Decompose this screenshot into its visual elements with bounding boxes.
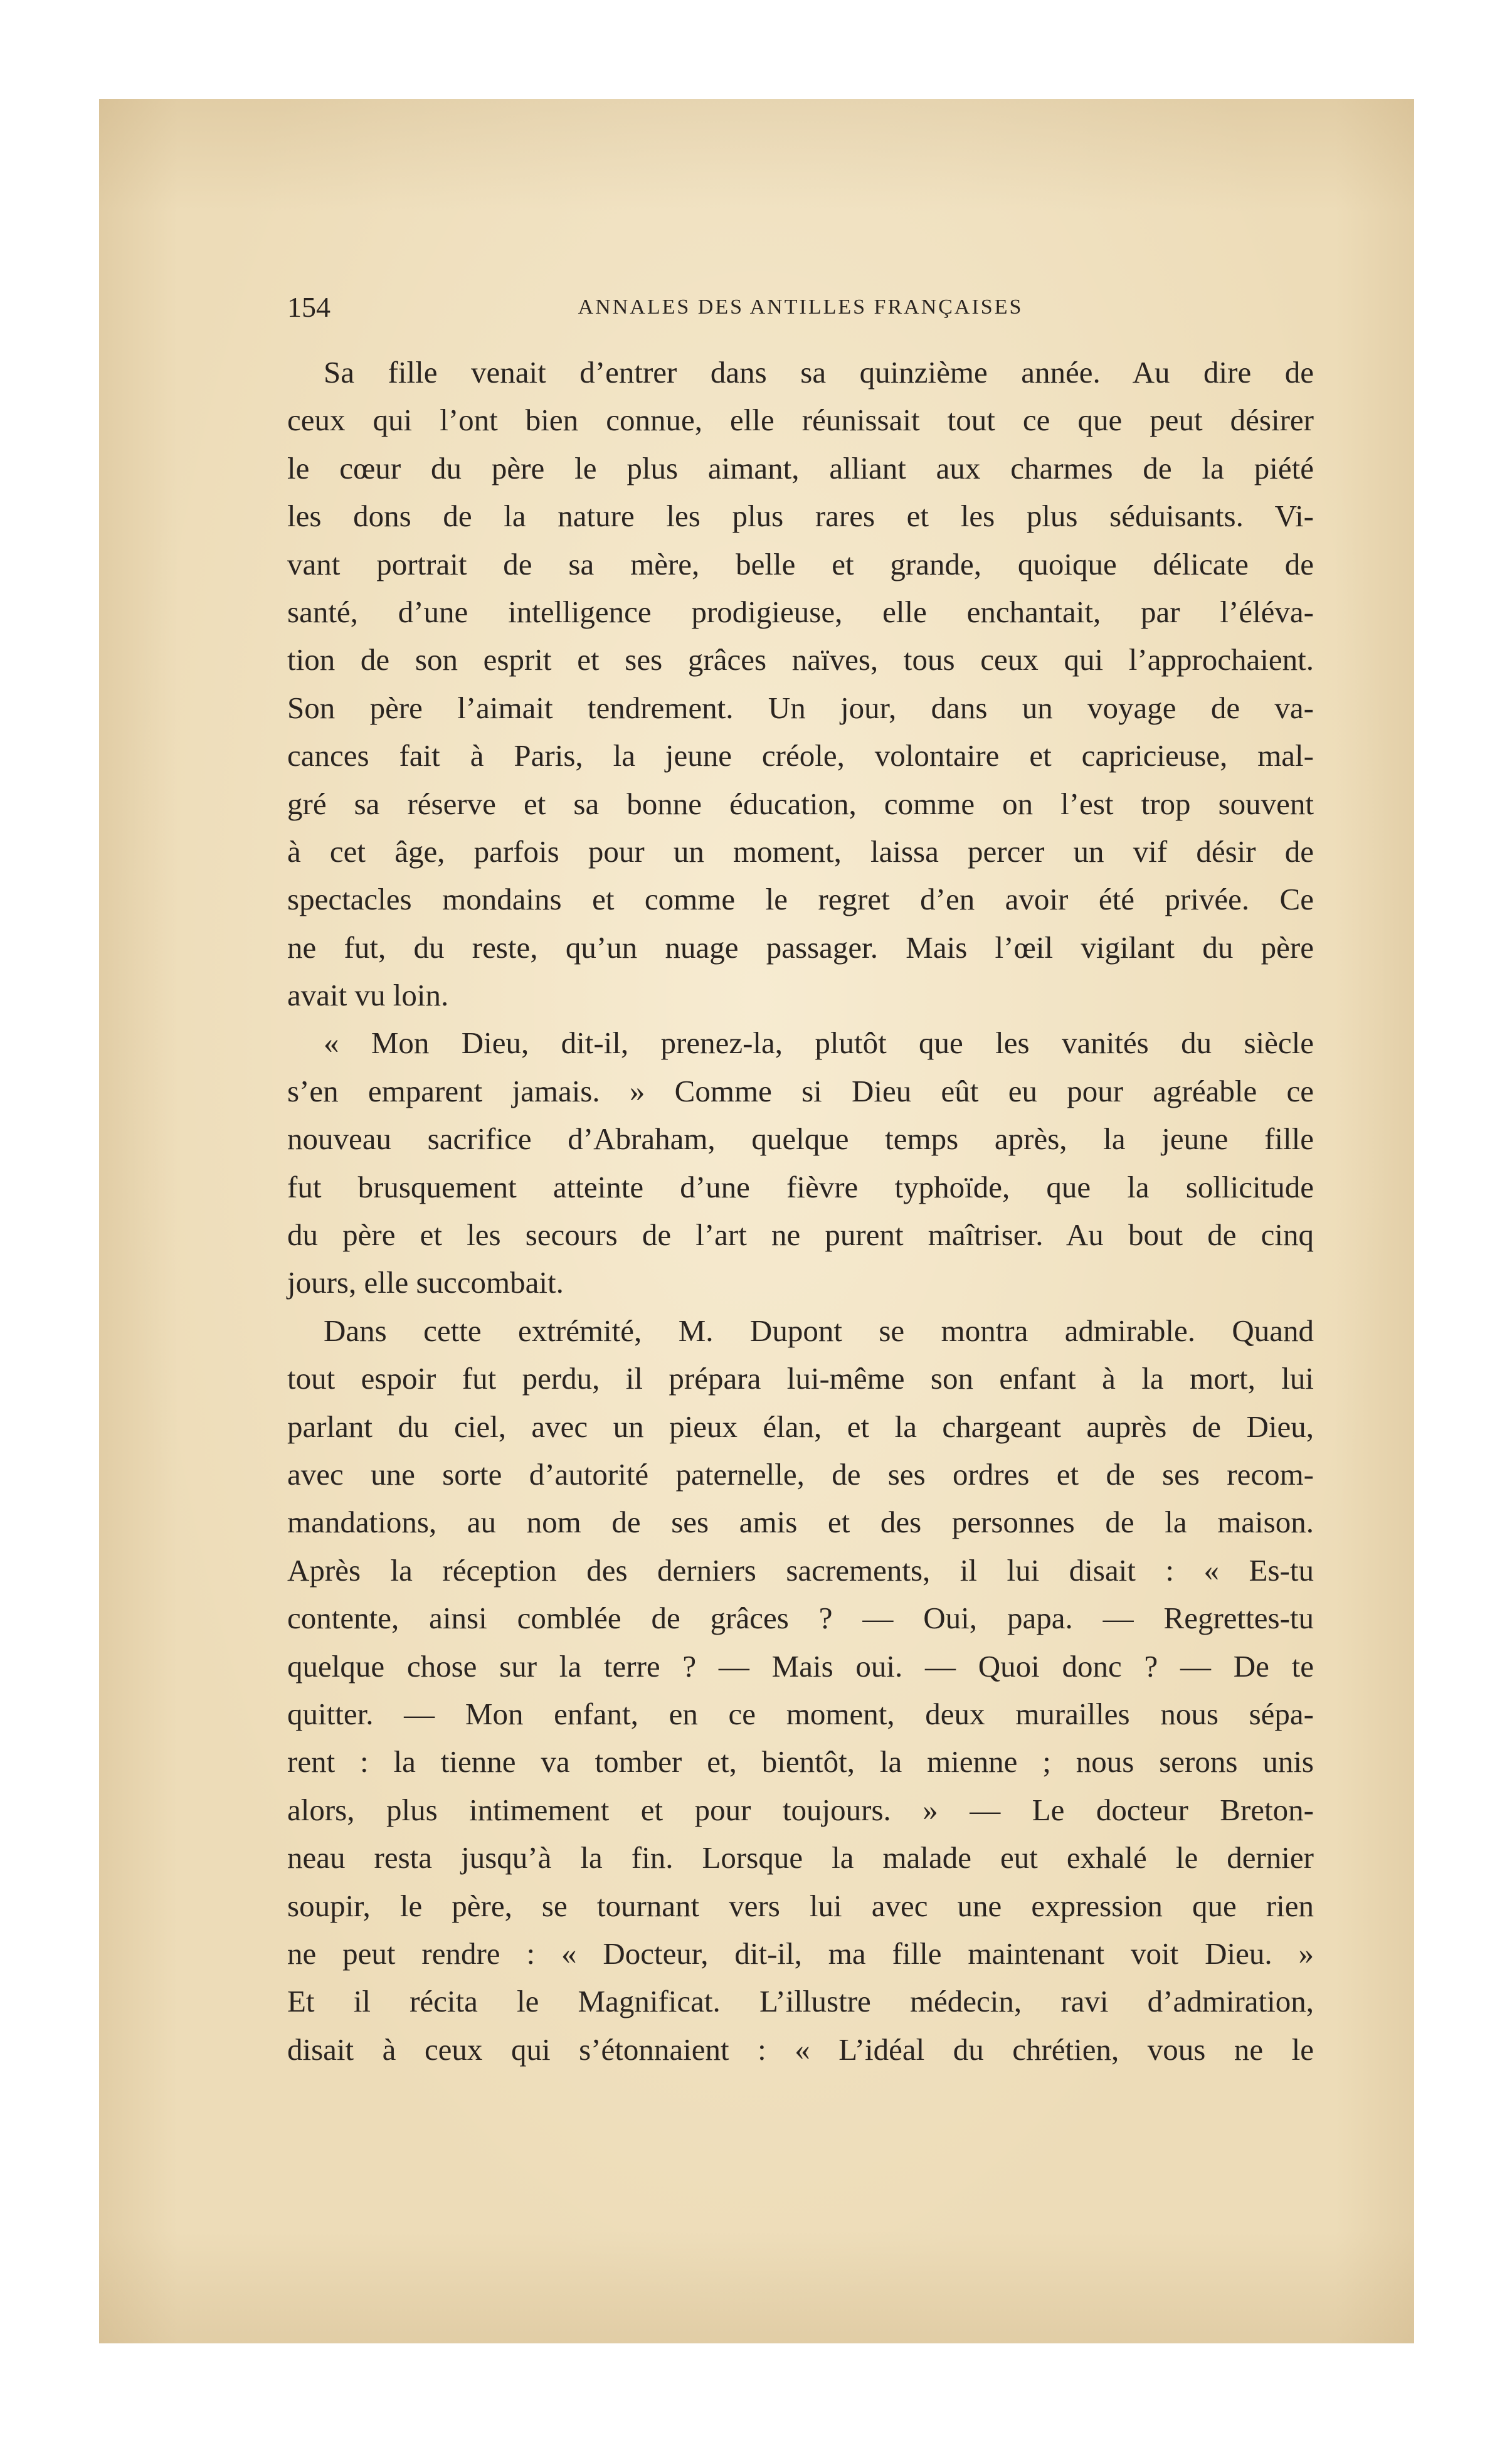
text-line: vant portrait de sa mère, belle et grande, quoique délicate de [287, 546, 1314, 581]
text-line: le cœur du père le plus aimant, alliant aux charmes de la piété [287, 450, 1314, 485]
text-line: gré sa réserve et sa bonne éducation, comme on l’est trop souvent [287, 786, 1314, 821]
text-line: « Mon Dieu, dit-il, prenez-la, plutôt que les vanités du siècle [324, 1026, 1314, 1061]
text-line: ne peut rendre : « Docteur, dit-il, ma fille maintenant voit Dieu. » [287, 1936, 1314, 1971]
text-line: nouveau sacrifice d’Abraham, quelque temps après, la jeune fille [287, 1122, 1314, 1157]
text-line: quitter. — Mon enfant, en ce moment, deux murailles nous sépa- [287, 1696, 1314, 1731]
text-line: à cet âge, parfois pour un moment, laissa percer un vif désir de [287, 834, 1314, 869]
text-line: Sa fille venait d’entrer dans sa quinzième année. Au dire de [324, 355, 1314, 390]
text-line: contente, ainsi comblée de grâces ? — Oui, papa. — Regrettes-tu [287, 1601, 1314, 1636]
page-header [287, 285, 1314, 329]
text-line: Son père l’aimait tendrement. Un jour, dans un voyage de va- [287, 690, 1314, 725]
text-line: alors, plus intimement et pour toujours. » — Le docteur Breton- [287, 1792, 1314, 1827]
text-line: disait à ceux qui s’étonnaient : « L’idéal du chrétien, vous ne le [287, 2032, 1314, 2067]
text-line: les dons de la nature les plus rares et les plus séduisants. Vi- [287, 499, 1314, 534]
page-number: 154 [287, 291, 330, 323]
text-line: mandations, au nom de ses amis et des personnes de la maison. [287, 1505, 1314, 1540]
text-line: tout espoir fut perdu, il prépara lui-même son enfant à la mort, lui [287, 1361, 1314, 1396]
text-line: jours, elle succombait. [287, 1265, 564, 1300]
body-text [287, 349, 1314, 2074]
text-line: spectacles mondains et comme le regret d’en avoir été privée. Ce [287, 882, 1314, 917]
text-line: avec une sorte d’autorité paternelle, de ses ordres et de ses recom- [287, 1456, 1314, 1492]
text-line: Dans cette extrémité, M. Dupont se montra admirable. Quand [324, 1313, 1314, 1348]
text-line: s’en emparent jamais. » Comme si Dieu eût eu pour agréable ce [287, 1073, 1314, 1108]
text-line: avait vu loin. [287, 978, 449, 1013]
text-line: ceux qui l’ont bien connue, elle réunissait tout ce que peut désirer [287, 403, 1314, 438]
running-head: ANNALES DES ANTILLES FRANÇAISES [578, 295, 1023, 319]
text-line: Après la réception des derniers sacrements, il lui disait : « Es-tu [287, 1552, 1314, 1588]
text-line: santé, d’une intelligence prodigieuse, elle enchantait, par l’éléva- [287, 594, 1314, 629]
text-line: quelque chose sur la terre ? — Mais oui. — Quoi donc ? — De te [287, 1648, 1314, 1684]
text-line: neau resta jusqu’à la fin. Lorsque la malade eut exhalé le dernier [287, 1840, 1314, 1875]
text-line: cances fait à Paris, la jeune créole, volontaire et capricieuse, mal- [287, 738, 1314, 773]
text-line: ne fut, du reste, qu’un nuage passager. Mais l’œil vigilant du père [287, 930, 1314, 965]
text-line: du père et les secours de l’art ne purent maîtriser. Au bout de cinq [287, 1217, 1314, 1253]
text-line: tion de son esprit et ses grâces naïves, tous ceux qui l’approchaient. [287, 642, 1314, 677]
text-line: parlant du ciel, avec un pieux élan, et la chargeant auprès de Dieu, [287, 1409, 1314, 1444]
text-line: Et il récita le Magnificat. L’illustre médecin, ravi d’admiration, [287, 1984, 1314, 2019]
text-line: soupir, le père, se tournant vers lui avec une expression que rien [287, 1888, 1314, 1923]
text-line: fut brusquement atteinte d’une fièvre typhoïde, que la sollicitude [287, 1169, 1314, 1204]
text-line: rent : la tienne va tomber et, bientôt, la mienne ; nous serons unis [287, 1744, 1314, 1779]
